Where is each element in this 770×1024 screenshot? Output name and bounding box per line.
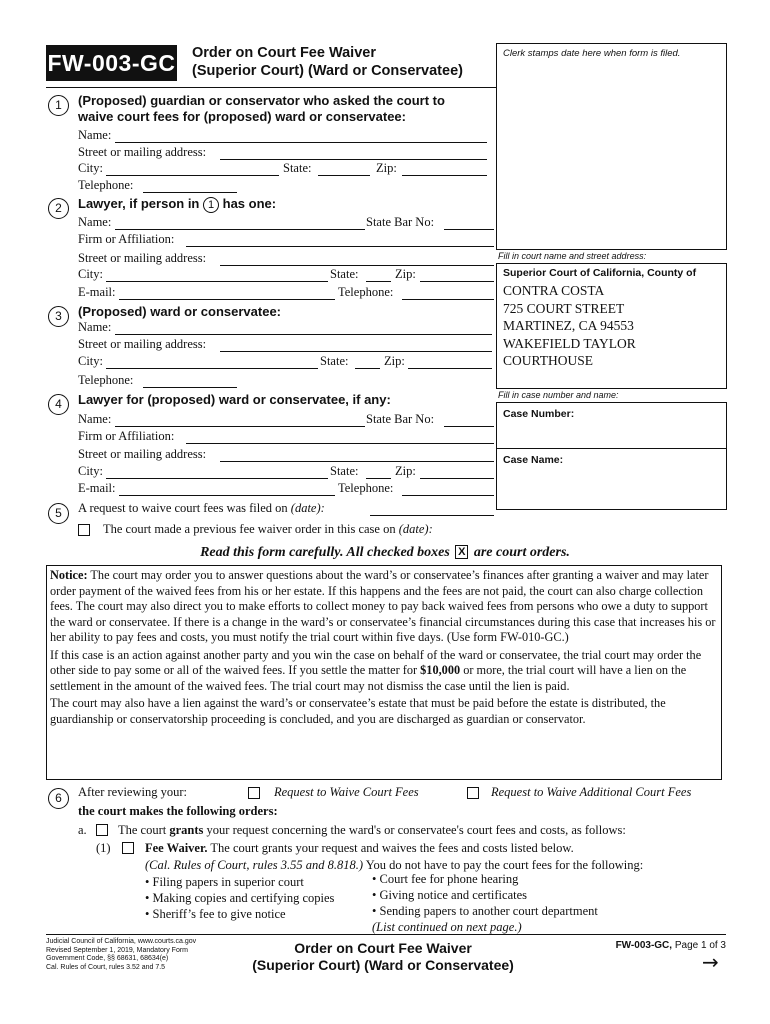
footer-title-line1: Order on Court Fee Waiver — [294, 940, 472, 956]
s4-state-bar-label: State Bar No: — [366, 412, 435, 426]
s2-firm-label: Firm or Affiliation: — [78, 232, 175, 246]
s2-state-field[interactable] — [366, 269, 391, 282]
s6-after-label: After reviewing your: — [78, 785, 187, 799]
s6-request-waive-checkbox[interactable] — [248, 787, 260, 799]
next-page-arrow-icon[interactable]: → — [702, 950, 719, 974]
section-4-heading: Lawyer for (proposed) ward or conservatee, if any: — [78, 392, 391, 407]
footer-title — [228, 940, 538, 974]
x-checkbox-sample: X — [455, 545, 468, 559]
footer-revised: Revised September 1, 2019, Mandatory Form — [46, 946, 189, 954]
s1-name-label: Name: — [78, 128, 112, 142]
s6-fee-waiver-line — [145, 840, 574, 856]
s6-request-additional-label: Request to Waive Additional Court Fees — [491, 785, 692, 799]
court-address-lines — [503, 282, 636, 370]
s4-zip-label: Zip: — [395, 464, 416, 478]
s3-telephone-label: Telephone: — [78, 373, 134, 387]
section-2-heading-post: has one: — [222, 196, 277, 211]
court-line-county: CONTRA COSTA — [503, 283, 605, 298]
section-5-number: 5 — [48, 503, 69, 524]
s6-fee-waiver-bold: Fee Waiver. — [145, 841, 208, 855]
s5-previous-order-date-label: (date): — [398, 522, 433, 536]
s3-state-label: State: — [320, 354, 349, 368]
case-name-label: Case Name: — [503, 454, 564, 466]
s6-bullet-sheriff: • Sheriff’s fee to give notice — [145, 907, 286, 921]
s4-name-label: Name: — [78, 412, 112, 426]
s5-filed-text: A request to waive court fees was filed on — [78, 501, 288, 515]
s6-bullet-sending: • Sending papers to another court department — [372, 904, 598, 918]
s4-name-field[interactable] — [115, 414, 365, 427]
footer-gov-code: Government Code, §§ 68631, 68634(e) — [46, 955, 169, 962]
section-1-heading-line2: waive court fees for (proposed) ward or conservatee: — [78, 109, 406, 124]
notice-box — [46, 565, 722, 780]
s4-telephone-field[interactable] — [402, 483, 494, 496]
s6-bullet-phone: • Court fee for phone hearing — [372, 872, 519, 886]
s1-zip-label: Zip: — [376, 161, 397, 175]
read-notice-pre: Read this form carefully. All checked boxes — [200, 545, 450, 560]
form-title-line1: Order on Court Fee Waiver — [192, 45, 376, 61]
court-box-hint: Fill in court name and street address: — [498, 251, 647, 261]
s3-zip-label: Zip: — [384, 354, 405, 368]
s2-name-label: Name: — [78, 215, 112, 229]
footer-left-info — [46, 938, 196, 972]
s6-request-additional-checkbox[interactable] — [467, 787, 479, 799]
s4-email-label: E-mail: — [78, 481, 116, 495]
s6-a-label: a. — [78, 823, 87, 837]
s5-previous-order-checkbox[interactable] — [78, 524, 90, 536]
s1-city-label: City: — [78, 161, 104, 175]
s4-state-label: State: — [330, 464, 359, 478]
s3-street-label: Street or mailing address: — [78, 337, 207, 351]
s6-fee-waiver-text: The court grants your request and waives the fees and costs listed below. — [210, 841, 574, 855]
form-number-badge: FW-003-GC — [46, 45, 177, 81]
notice-p1-text: The court may order you to answer questions about the ward’s or conservatee’s finances after granting a waiver and may later order payment of the waived fees from his or her estate. If this happens and the fees are not paid, the court can also charge collection fees. The court may also direct you to make efforts to collect money to pay back waived fees from persons who owe a duty to support the ward or conservatee. If there is a change in the ward’s or conservatee’s financial circumstances during this case that increases his or her ability to pay fees and costs, you must notify the trial court within five days. (Use form FW-010-GC.) — [50, 568, 716, 644]
s5-filed-date-label: (date): — [290, 501, 325, 515]
s6-orders-heading: the court makes the following orders: — [78, 804, 278, 818]
notice-paragraph-3 — [50, 696, 718, 727]
s3-city-label: City: — [78, 354, 104, 368]
s5-filed-date-field[interactable] — [370, 503, 494, 516]
s2-firm-field[interactable] — [186, 234, 494, 247]
s6-a-post: your request concerning the ward's or conservatee's court fees and costs, as follows: — [206, 823, 626, 837]
section-1-heading-line1: (Proposed) guardian or conservator who asked the court to — [78, 93, 445, 108]
footer-page-number: Page 1 of 3 — [674, 940, 726, 951]
case-info-box — [496, 402, 727, 510]
form-title — [192, 44, 463, 80]
notice-p3-text: The court may also have a lien against the ward’s or conservatee’s estate that must be paid before the estate is distributed, the guardianship or conservatorship proceeding is concluded, and you are discharged as guardian or conservator. — [50, 696, 666, 726]
footer-council: Judicial Council of California, www.courts.ca.gov — [46, 938, 197, 945]
notice-paragraph-1 — [50, 568, 718, 646]
s5-previous-order-text: The court made a previous fee waiver order in this case on — [103, 522, 396, 536]
s5-previous-order-label — [103, 521, 433, 537]
s1-city-field[interactable] — [106, 163, 279, 176]
s3-state-field[interactable] — [355, 356, 380, 369]
s6-a-pre: The court — [118, 823, 167, 837]
s3-zip-field[interactable] — [408, 356, 492, 369]
section-1-heading — [78, 93, 445, 125]
s6-a-text — [118, 822, 626, 838]
s1-telephone-label: Telephone: — [78, 178, 134, 192]
s1-state-label: State: — [283, 161, 312, 175]
s4-firm-field[interactable] — [186, 431, 494, 444]
s4-email-field[interactable] — [119, 483, 335, 496]
s3-city-field[interactable] — [106, 356, 318, 369]
s2-zip-label: Zip: — [395, 267, 416, 281]
case-number-label: Case Number: — [503, 408, 575, 420]
s2-email-field[interactable] — [119, 287, 335, 300]
s3-name-label: Name: — [78, 320, 112, 334]
section-2-heading-pre: Lawyer, if person in — [78, 196, 200, 211]
clerk-note: Clerk stamps date here when form is filed. — [503, 48, 681, 59]
section-2-heading — [78, 196, 276, 213]
s6-a-grant-checkbox[interactable] — [96, 824, 108, 836]
s5-filed-label — [78, 500, 325, 516]
s2-name-field[interactable] — [115, 217, 365, 230]
section-4-number: 4 — [48, 394, 69, 415]
s4-zip-field[interactable] — [420, 466, 494, 479]
s6-fee-waiver-checkbox[interactable] — [122, 842, 134, 854]
notice-p2-amount: $10,000 — [420, 663, 461, 677]
s2-street-label: Street or mailing address: — [78, 251, 207, 265]
s4-city-field[interactable] — [106, 466, 328, 479]
s2-email-label: E-mail: — [78, 285, 116, 299]
footer-form-code: FW-003-GC, — [615, 940, 673, 951]
s6-a-grants: grants — [169, 823, 204, 837]
section-2-number: 2 — [48, 198, 69, 219]
s4-city-label: City: — [78, 464, 104, 478]
s1-state-field[interactable] — [318, 163, 370, 176]
s1-zip-field[interactable] — [402, 163, 487, 176]
section-3-number: 3 — [48, 306, 69, 327]
s4-telephone-label: Telephone: — [338, 481, 394, 495]
s4-state-bar-field[interactable] — [444, 414, 494, 427]
section-1-number: 1 — [48, 95, 69, 116]
section-ref-1: 1 — [203, 197, 219, 213]
s3-name-field[interactable] — [115, 322, 492, 335]
s6-request-waive-label: Request to Waive Court Fees — [274, 785, 419, 799]
section-6-number: 6 — [48, 788, 69, 809]
court-line-street: 725 COURT STREET — [503, 300, 625, 316]
court-line-name1: WAKEFIELD TAYLOR — [503, 335, 636, 351]
s3-street-field[interactable] — [220, 339, 492, 352]
court-box-label: Superior Court of California, County of — [503, 267, 697, 279]
s2-telephone-field[interactable] — [402, 287, 494, 300]
s2-street-field[interactable] — [220, 253, 494, 266]
header-divider — [46, 87, 496, 88]
s2-state-bar-field[interactable] — [444, 217, 494, 230]
court-line-city: MARTINEZ, CA 94553 — [503, 318, 634, 333]
s6-continued: (List continued on next page.) — [372, 920, 522, 934]
footer-rules: Cal. Rules of Court, rules 3.52 and 7.5 — [46, 963, 166, 971]
s2-state-label: State: — [330, 267, 359, 281]
s6-1-label: (1) — [96, 841, 111, 855]
s6-bullet-notice: • Giving notice and certificates — [372, 888, 528, 902]
s3-telephone-field[interactable] — [143, 375, 237, 388]
section-3-heading: (Proposed) ward or conservatee: — [78, 304, 281, 319]
notice-p2-post: or more, the trial court will have a lien on the settlement in the amount of the waived fees. The trial court may not dismiss the case until the lien is paid. — [50, 663, 687, 693]
form-title-line2: (Superior Court) (Ward or Conservatee) — [192, 63, 463, 79]
notice-paragraph-2 — [50, 648, 718, 695]
s2-city-field[interactable] — [106, 269, 328, 282]
s2-state-bar-label: State Bar No: — [366, 215, 435, 229]
s1-street-label: Street or mailing address: — [78, 145, 207, 159]
s4-firm-label: Firm or Affiliation: — [78, 429, 175, 443]
notice-label: Notice: — [50, 568, 88, 582]
s1-name-field[interactable] — [115, 130, 487, 143]
court-line-name2: COURTHOUSE — [503, 353, 593, 368]
s4-state-field[interactable] — [366, 466, 391, 479]
case-box-divider — [497, 448, 726, 449]
clerk-stamp-box — [496, 43, 727, 250]
footer-title-line2: (Superior Court) (Ward or Conservatee) — [252, 957, 514, 973]
s1-telephone-field[interactable] — [143, 180, 237, 193]
court-address-box — [496, 263, 727, 389]
s6-bullet-filing: • Filing papers in superior court — [145, 875, 304, 889]
s2-zip-field[interactable] — [420, 269, 494, 282]
notice-p2-pre: If this case is an action against another party and you win the case on behalf of the ward or conservatee, the trial court may order the other side to pay some or all of the waived fees. If you settle the matter for — [50, 647, 702, 677]
footer-divider — [46, 934, 726, 935]
read-notice-post: are court orders. — [473, 545, 570, 560]
s6-rules-citation: (Cal. Rules of Court, rules 3.55 and 8.818.) — [145, 858, 364, 872]
s6-rules-text: You do not have to pay the court fees for the following: — [365, 858, 644, 872]
case-box-hint: Fill in case number and name: — [498, 390, 619, 400]
s2-telephone-label: Telephone: — [338, 285, 394, 299]
s2-city-label: City: — [78, 267, 104, 281]
checked-boxes-notice — [0, 545, 770, 561]
s1-street-field[interactable] — [220, 147, 487, 160]
s4-street-label: Street or mailing address: — [78, 447, 207, 461]
s4-street-field[interactable] — [220, 449, 494, 462]
s6-bullet-copies: • Making copies and certifying copies — [145, 891, 335, 905]
